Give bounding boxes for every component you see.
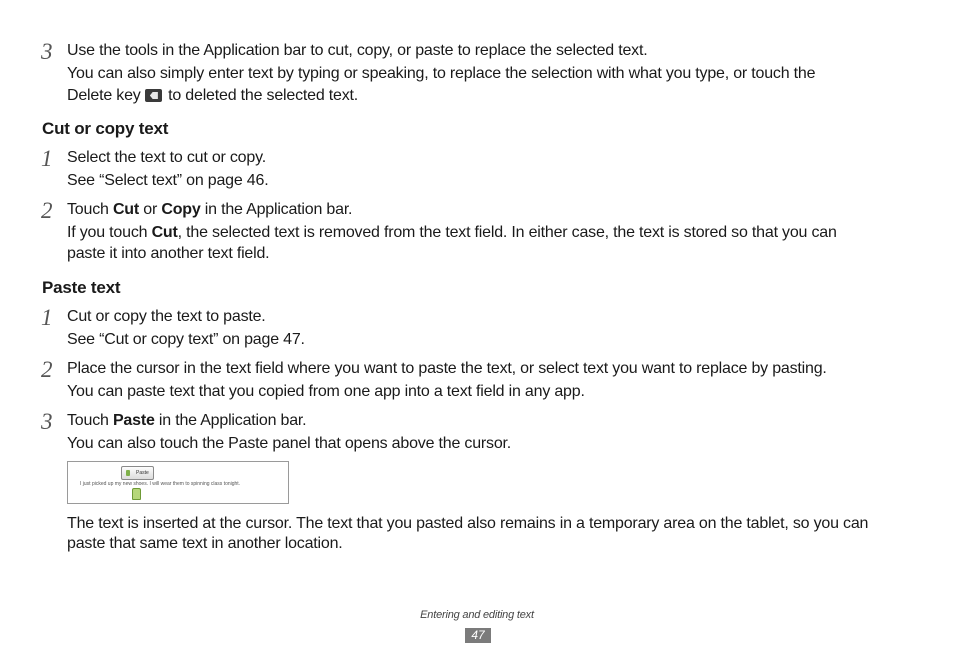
text-if-touch: If you touch: [67, 224, 148, 241]
step-number: 2: [41, 357, 53, 382]
text-in-bar: in the Application bar.: [204, 201, 353, 218]
step-number: 1: [41, 146, 53, 171]
paste-panel-screenshot: [67, 461, 289, 504]
cursor-handle-icon[interactable]: [132, 488, 141, 500]
step-text: You can also simply enter text by typing or speaking, to replace the selection with what you type, or touch the: [67, 65, 816, 82]
delete-key-suffix: to deleted the selected text.: [168, 87, 358, 104]
step-text: See “Select text” on page 46.: [67, 172, 269, 189]
text-cut: Cut: [112, 201, 140, 218]
section-heading-cut-copy: Cut or copy text: [42, 119, 169, 138]
step-text: [67, 411, 306, 431]
paste-button-label: Paste: [136, 470, 149, 476]
text-cut: Cut: [151, 224, 178, 241]
step-number: 1: [41, 305, 53, 330]
step-text: paste it into another text field.: [67, 245, 270, 262]
step-text: [67, 86, 358, 106]
page-number: 47: [465, 628, 491, 643]
step-text: [67, 200, 352, 220]
text-rest: , the selected text is removed from the text field. In either case, the text is stored so that you can: [177, 224, 837, 241]
step-number: 3: [41, 39, 53, 64]
text-touch: Touch: [67, 412, 109, 429]
step-number: 2: [41, 198, 53, 223]
step-text: Use the tools in the Application bar to cut, copy, or paste to replace the selected text.: [67, 42, 648, 59]
delete-key-label: Delete key: [67, 87, 141, 104]
text-touch: Touch: [67, 201, 109, 218]
text-copy: Copy: [161, 201, 201, 218]
step-text: [67, 223, 837, 243]
step-number: 3: [41, 409, 53, 434]
clipboard-icon: [126, 470, 130, 476]
step-text: Cut or copy the text to paste.: [67, 308, 266, 325]
text-in-bar: in the Application bar.: [158, 412, 307, 429]
paste-button[interactable]: [121, 466, 154, 480]
step-text: Place the cursor in the text field where you want to paste the text, or select text you want to replace by pasting.: [67, 360, 827, 377]
delete-key-icon: [145, 89, 162, 102]
step-text: Select the text to cut or copy.: [67, 149, 266, 166]
step-text: paste that same text in another location.: [67, 535, 343, 552]
step-text: The text is inserted at the cursor. The text that you pasted also remains in a temporary area on the tablet, so you can: [67, 515, 869, 532]
section-heading-paste: Paste text: [42, 278, 121, 297]
step-text: You can also touch the Paste panel that opens above the cursor.: [67, 435, 512, 452]
footer-section-title: Entering and editing text: [420, 609, 534, 621]
text-paste: Paste: [112, 412, 155, 429]
step-text: You can paste text that you copied from one app into a text field in any app.: [67, 383, 585, 400]
step-text: See “Cut or copy text” on page 47.: [67, 331, 305, 348]
text-or: or: [143, 201, 158, 218]
sample-text-field[interactable]: I just picked up my new shoes. I will wear them to spinning class tonight.: [80, 481, 241, 487]
